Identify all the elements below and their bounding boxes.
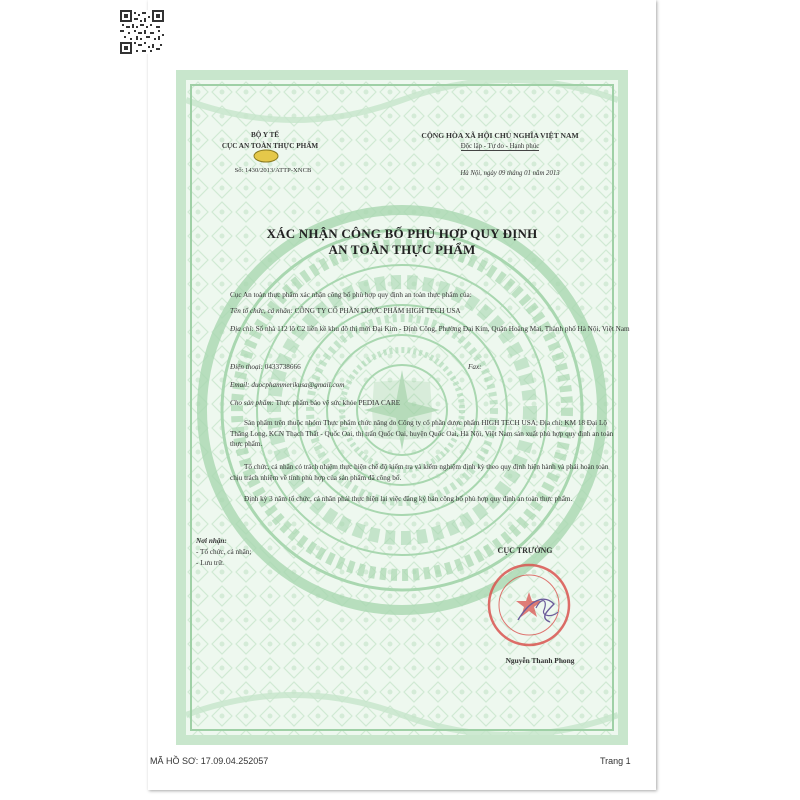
address-label: Địa chỉ: — [230, 325, 254, 333]
document-number: Số: 1430/2013/ATTP-XNCB — [234, 167, 312, 174]
qr-code — [120, 10, 164, 54]
organization-value: CÔNG TY CỔ PHẦN DƯỢC PHẨM HIGH TECH USA — [294, 307, 461, 315]
ministry-name: BỘ Y TẾ — [250, 131, 280, 139]
record-number: MÃ HỒ SƠ: 17.09.04.252057 — [150, 756, 269, 766]
paragraph-3: Định kỳ 3 năm tổ chức, cá nhân phải thực hiện lại việc đăng ký bản công bố phù hợp quy định an toàn thực phẩm. — [244, 495, 573, 503]
address-value: Số nhà 112 lô C2 liền kề khu đô thị mới Đại Kim - Định Công, Phường Đại Kim, Quận Hoàng Mai, Thành phố Hà Nội, Việt Nam — [255, 325, 630, 333]
phone-label: Điện thoại: — [230, 363, 263, 371]
organization-row — [230, 306, 620, 317]
email-row — [230, 380, 620, 391]
recipients-label: Nơi nhận: — [196, 537, 227, 545]
motto-text: Độc lập - Tự do - Hạnh phúc — [460, 143, 540, 150]
address-row — [230, 324, 642, 335]
organization-label: Tên tổ chức, cá nhân: — [230, 307, 293, 315]
official-stamp — [484, 560, 574, 650]
email-value: duocphammerikusa@gmail.com — [251, 381, 345, 389]
product-row — [230, 398, 620, 409]
paragraph-2: Tổ chức, cá nhân có trách nhiệm thực hiện chế độ kiểm tra và kiểm nghiệm định kỳ theo quy định hiện hành và phải hoàn toàn chịu trách nhiệm về tính phù hợp của sản phẩm đã công bố. — [230, 463, 609, 482]
fax-label: Fax: — [468, 363, 482, 371]
signature-title: CỤC TRƯỞNG — [497, 546, 553, 555]
country-name: CỘNG HÒA XÃ HỘI CHỦ NGHĨA VIỆT NAM — [421, 131, 579, 140]
national-motto — [440, 141, 560, 152]
document-title-line-1: XÁC NHẬN CÔNG BỐ PHÙ HỢP QUY ĐỊNH — [266, 226, 538, 241]
issue-date: Hà Nội, ngày 09 tháng 01 năm 2013 — [460, 170, 560, 177]
signer-name: Nguyễn Thanh Phong — [505, 656, 575, 665]
page-number: Trang 1 — [600, 756, 631, 766]
paragraph-1: Sản phẩm trên thuộc nhóm Thực phẩm chức năng do Công ty cổ phần dược phẩm HIGH TECH USA; Địa chỉ: KM 18 Đại Lộ Thăng Long, KCN Thạch Thất - Quốc Oai, thị trấn Quốc Oai, huyện Quốc Oai, Hà Nội, Việt Nam sản xuất phù hợp quy định an toàn thực phẩm. — [230, 419, 614, 448]
recipient-item-1: - Tổ chức, cá nhân; — [196, 548, 252, 556]
phone-value: 0433738666 — [264, 363, 301, 371]
intro-text: Cục An toàn thực phẩm xác nhận công bố phù hợp quy định an toàn thực phẩm của: — [230, 291, 472, 299]
email-label: Email: — [230, 381, 250, 389]
recipient-item-2: - Lưu trữ. — [196, 559, 224, 567]
product-label: Cho sản phẩm: — [230, 399, 274, 407]
document-title-line-2: AN TOÀN THỰC PHẨM — [328, 242, 476, 257]
department-name: CỤC AN TOÀN THỰC PHẨM — [221, 142, 319, 150]
logo-emblem — [253, 149, 279, 163]
phone-row — [230, 362, 620, 373]
product-value: Thực phẩm bảo vệ sức khỏe PEDIA CARE — [275, 399, 401, 407]
